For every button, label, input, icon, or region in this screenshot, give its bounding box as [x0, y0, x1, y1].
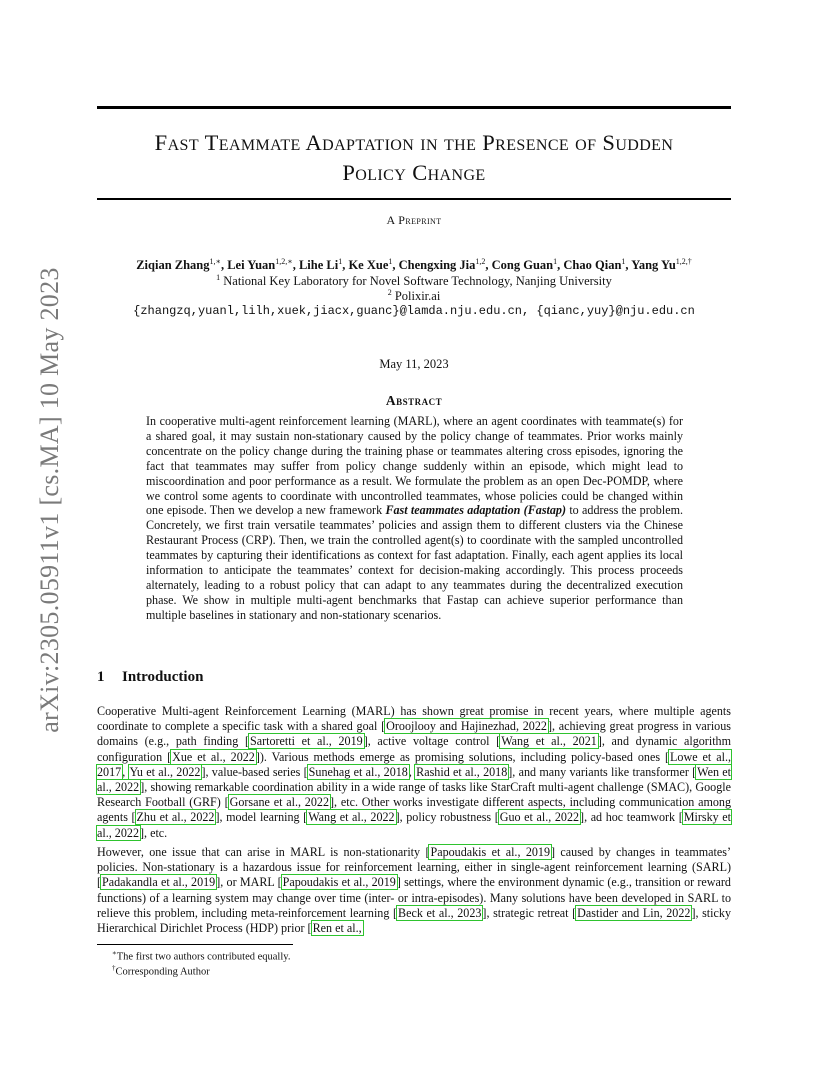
paragraph-text: ], etc. — [140, 825, 168, 840]
paragraph-text: ] caused by changes in teammates’ policies. Non-stationary is a hazardous issue for reinforcement learning, either in single-agent reinforcement learning (SARL) [ — [97, 845, 731, 890]
author-name-text: Ke Xue — [348, 258, 389, 273]
paragraph-text: ], and many variants like transformer [ — [508, 764, 697, 779]
author-name-text: Yang Yu — [631, 258, 676, 273]
footnote-1-text: The first two authors contributed equally. — [116, 951, 291, 963]
author-name-text: Lihe Li — [298, 258, 339, 273]
section-number: 1 — [97, 669, 105, 685]
citation-link[interactable]: Lowe et al., 2017 — [97, 749, 731, 779]
paragraph-text: ], etc. Other works investigate different aspects, including communication among agents [ — [97, 795, 731, 825]
arxiv-identifier[interactable]: arXiv:2305.05911v1 [cs.MA] 10 May 2023 — [35, 267, 64, 733]
citation-link[interactable]: Padakandla et al., 2019 — [102, 875, 216, 890]
bottom-rule — [97, 198, 731, 200]
section-heading — [97, 669, 203, 686]
affiliation-2 — [97, 288, 731, 304]
paragraph-text: ], value-based series [ — [201, 764, 308, 779]
citation-link[interactable]: Sunehag et al., 2018 — [308, 764, 408, 779]
author-name-text: Chao Qian — [563, 258, 622, 273]
paragraph-text: Cooperative Multi-agent Reinforcement Learning (MARL) has shown great promise in recent years, where multiple agents coordinate to complete a specific task with a shared goal [ — [97, 704, 731, 734]
title-line-1: Fast Teammate Adaptation in the Presence of Sudden — [154, 130, 674, 155]
paragraph-text: ], or MARL [ — [216, 875, 282, 890]
top-rule — [97, 106, 731, 109]
paragraph-text: , — [122, 764, 129, 779]
author-name-text: Ziqian Zhang — [136, 258, 210, 273]
publication-date: May 11, 2023 — [379, 357, 449, 371]
footnote-rule — [97, 944, 293, 945]
affiliation-1-marker: 1 — [216, 273, 221, 282]
title-line-2: Policy Change — [342, 160, 486, 185]
author-name — [299, 258, 342, 272]
author-affiliation-marker: 1 — [621, 257, 626, 266]
citation-link[interactable]: Dastider and Lin, 2022 — [577, 905, 691, 920]
paragraph-text: ], strategic retreat [ — [482, 905, 577, 920]
author-name — [492, 258, 557, 272]
author-affiliation-marker: 1,2 — [475, 257, 486, 266]
citation-link[interactable]: Xue et al., 2022 — [172, 749, 255, 764]
abstract-body — [146, 414, 683, 623]
citation-link[interactable]: Mirsky et al., 2022 — [97, 810, 731, 840]
author-affiliation-marker: 1 — [553, 257, 558, 266]
footnote-2-text: Corresponding Author — [115, 966, 210, 978]
author-affiliation-marker: 1,∗ — [209, 257, 221, 266]
citation-link[interactable]: Guo et al., 2022 — [499, 810, 580, 825]
author-name — [399, 258, 486, 272]
paragraph-text: ], active voltage control [ — [363, 734, 501, 749]
abstract-part-2: to address the problem. Concretely, we first train versatile teammates’ policies and assign them to different clusters via the Chinese Restaurant Process (CRP). Then, we train the controlled agent(s) to coordinate with the sampled uncontrolled teammates by capturing their identifications as context for fast adaptation. Finally, each agent applies its local information to anticipate the teammates’ context for decision-making accordingly. This process proceeds alternately, leading to a robust policy that can adapt to any teammates during the decentralized execution phase. We show in multiple multi-agent benchmarks that Fastap can achieve superior performance than multiple baselines in stationary and non-stationary scenarios. — [146, 503, 683, 622]
citation-link[interactable]: Sartoretti et al., 2019 — [249, 734, 363, 749]
citation-link[interactable]: Beck et al., 2023 — [398, 905, 482, 920]
abstract-emphasis: Fast teammates adaptation (Fastap) — [385, 503, 567, 518]
intro-paragraph-1 — [97, 704, 731, 841]
author-affiliation-marker: 1,2,† — [675, 257, 692, 266]
paragraph-text: ], policy robustness [ — [395, 810, 499, 825]
author-affiliation-marker: 1,2,∗ — [275, 257, 293, 266]
author-name-text: Lei Yuan — [227, 258, 276, 273]
paragraph-text: ], achieving great progress in various domains (e.g., path finding [ — [97, 719, 731, 749]
paper-title — [97, 128, 731, 188]
citation-link[interactable]: Papoudakis et al., 2019 — [282, 875, 396, 890]
paragraph-text: ], model learning [ — [215, 810, 308, 825]
paragraph-text: ], ad hoc teamwork [ — [580, 810, 683, 825]
footnote-1-marker: ∗ — [112, 949, 117, 957]
citation-link[interactable]: Wang et al., 2021 — [501, 734, 597, 749]
author-name — [563, 258, 625, 272]
affiliation-2-text: Polixir.ai — [394, 289, 441, 304]
citation-link[interactable]: Zhu et al., 2022 — [136, 810, 215, 825]
affiliation-1 — [97, 273, 731, 289]
paragraph-text: ], and dynamic algorithm configuration [ — [97, 734, 732, 764]
citation-link[interactable]: Ren et al., — [312, 921, 362, 936]
citation-link[interactable]: Rashid et al., 2018 — [416, 764, 508, 779]
paragraph-text: ], showing remarkable coordination ability in a wide range of tasks like StarCraft multi-agent challenge (SMAC), Google Research Football (GRF) [ — [97, 780, 731, 810]
author-name-text: Chengxing Jia — [398, 258, 476, 273]
footnote-2 — [112, 964, 210, 978]
author-name — [136, 258, 221, 272]
author-emails[interactable]: {zhangzq,yuanl,lilh,xuek,jiacx,guanc}@lamda.nju.edu.cn, {qianc,yuy}@nju.edu.cn — [133, 304, 695, 318]
intro-paragraph-2 — [97, 845, 731, 936]
section-title: Introduction — [122, 669, 204, 685]
paragraph-text: ], sticky Hierarchical Dirichlet Process (HDP) prior [ — [97, 905, 731, 936]
author-list: Ziqian Zhang$^{1,∗}$, Lei Yuan$^{1,2,∗}$, Lihe Li$^1$, Ke Xue$^1$, Chengxing Jia$^{1,2}$, Cong Guan$^1$, Chao Qian$^1$, Yang $Yu^{1,2,\dagger}$ — [136, 257, 692, 273]
citation-link[interactable]: Oroojlooy and Hajinezhad, 2022 — [386, 719, 547, 734]
citation-link[interactable]: Papoudakis et al., 2019 — [430, 845, 551, 859]
abstract-heading: Abstract — [385, 393, 443, 408]
affiliation-2-marker: 2 — [387, 288, 392, 297]
preprint-label: A Preprint — [386, 213, 442, 227]
citation-link[interactable]: Gorsane et al., 2022 — [229, 795, 329, 810]
author-affiliation-marker: 1 — [388, 257, 393, 266]
citation-link[interactable]: Wen et al., 2022 — [97, 764, 732, 795]
author-name — [348, 258, 392, 272]
footnote-2-marker: † — [112, 964, 116, 972]
author-affiliation-marker: 1 — [338, 257, 343, 266]
abstract-part-1: In cooperative multi-agent reinforcement learning (MARL), where an agent coordinates with teammate(s) for a shared goal, it may sustain non-stationary caused by the policy change of teammates. Prior works mainly concentrate on the policy change during the training phase or teammates altering cross episodes, ignoring the fact that teammates may suffer from policy change suddenly within an episode, which might lead to miscoordination and poor performance as a result. We formulate the problem as an open Dec-POMDP, where we control some agents to coordinate with uncontrolled teammates, whose policies could be changed within one episode. Then we develop a new framework — [146, 414, 683, 518]
paragraph-text: ] settings, where the environment dynamic (e.g., transition or reward functions) of a learning system may change over time (inter- or intra-episodes). Many solutions have been developed in SARL to relieve this problem, including meta-reinforcement learning [ — [97, 875, 731, 920]
paragraph-text: However, one issue that can arise in MARL is non-stationarity [ — [97, 845, 430, 859]
citation-link[interactable]: Wang et al., 2022 — [308, 810, 395, 825]
footnote-1 — [112, 949, 290, 963]
author-name-text: Cong Guan — [491, 258, 554, 273]
author-name — [227, 258, 293, 272]
author-name — [631, 258, 692, 272]
citation-link[interactable]: Yu et al., 2022 — [129, 764, 201, 779]
paragraph-text: , — [408, 764, 416, 779]
affiliation-1-text: National Key Laboratory for Novel Software Technology, Nanjing University — [223, 274, 612, 289]
paragraph-text: ]). Various methods emerge as promising solutions, including policy-based ones [ — [255, 749, 670, 764]
